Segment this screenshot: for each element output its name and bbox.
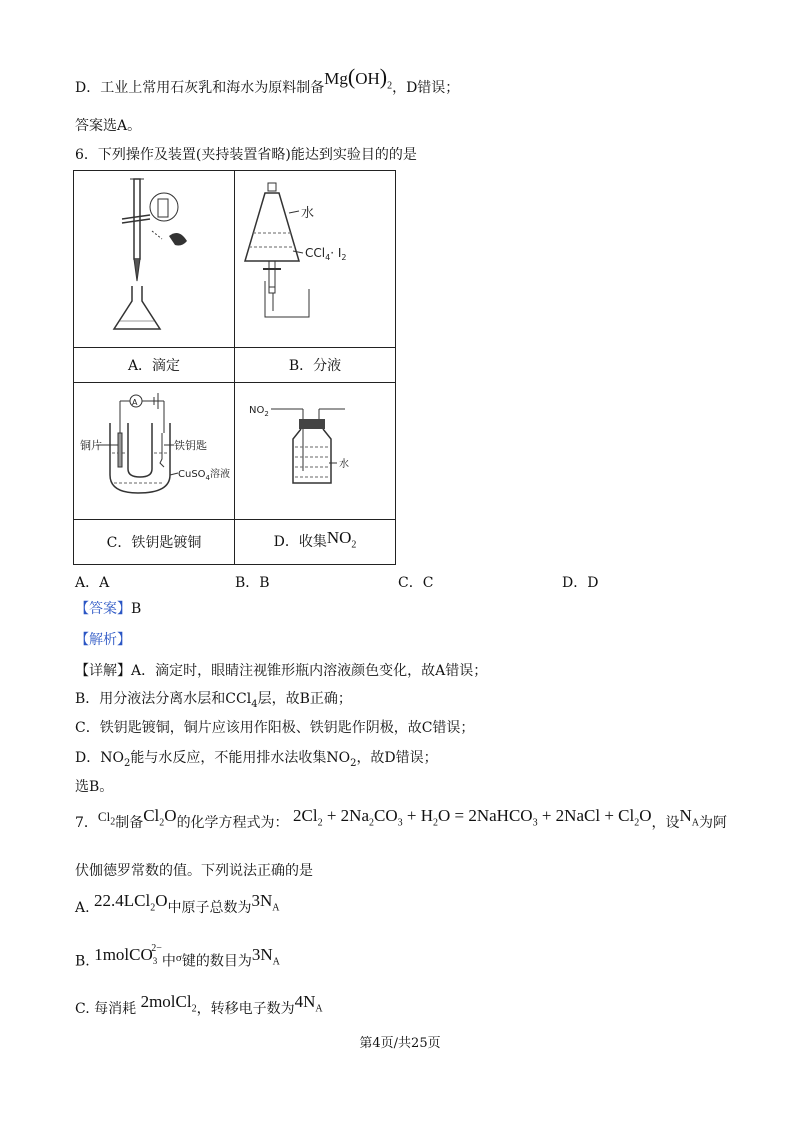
svg-text:铜片: 铜片 <box>80 439 102 452</box>
page-footer: 第4页/共25页 <box>359 1036 441 1051</box>
label-water: 水 <box>301 206 315 221</box>
question-7-line2: 伏伽德罗常数的值。下列说法正确的是 <box>75 863 313 879</box>
caption-a: A．滴定 <box>74 348 235 383</box>
option-d: D．D <box>562 575 599 591</box>
option-b: B．B <box>235 575 270 591</box>
separatory-funnel-icon <box>235 171 395 343</box>
prev-option-d: D．工业上常用石灰乳和海水为原料制备$Mg(OH)_2$，D错误； <box>75 64 460 96</box>
separation-image <box>235 171 396 348</box>
apparatus-table <box>73 170 396 565</box>
u-tube-electrolysis-icon <box>74 383 234 515</box>
text: D．工业上常用石灰乳和海水为原料制备 <box>75 80 325 96</box>
answer-line <box>75 599 141 619</box>
option-a: A．A <box>75 575 110 591</box>
q7-option-b: B. 1molCO$_3^{2-}$中$^\sigma$键的数目为$3N_A$ <box>75 943 280 970</box>
electroplating-image <box>74 383 235 520</box>
answer-label: 【答案】 <box>75 601 131 617</box>
caption-b: B．分液 <box>235 348 396 383</box>
svg-text:铁钥匙: 铁钥匙 <box>174 439 207 452</box>
collect-no2-image <box>235 383 396 520</box>
svg-text:A: A <box>132 398 138 407</box>
caption-d: D．收集$NO_2$ <box>235 520 396 565</box>
detail-d: D．$NO_2$能与水反应，不能用排水法收集$NO_2$，故D错误； <box>75 750 438 769</box>
svg-text:NO2: $NO_2$ <box>249 405 269 418</box>
answer-value: B <box>131 601 142 617</box>
prev-answer: 答案选A。 <box>75 118 142 134</box>
q7-option-a: A. 22.4LCl$_2$O中原子总数为$3N_A$ <box>75 891 280 916</box>
text: ，D错误； <box>392 80 460 96</box>
gas-collection-bottle-icon <box>235 383 395 515</box>
detail-b: B．用分液法分离水层和CCl$_4$层，故B正确； <box>75 691 352 710</box>
svg-text:水: 水 <box>339 459 349 470</box>
detail-a: 【详解】A．滴定时，眼睛注视锥形瓶内溶液颜色变化，故A错误； <box>75 663 488 679</box>
q7-option-c: C. 每消耗 2molCl$_2$，转移电子数为$4N_A$ <box>75 992 323 1017</box>
titration-image <box>74 171 235 348</box>
detail-c: C．铁钥匙镀铜，铜片应该用作阳极、铁钥匙作阴极，故C错误； <box>75 720 475 736</box>
svg-text:CuSO4溶液: CuSO$_4$溶液 <box>178 469 231 482</box>
svg-text:CCl4· I2: $CCl_4\cdot I_2$ <box>305 246 347 262</box>
analysis-label: 【解析】 <box>75 632 131 648</box>
question-7: 7．$Cl_2$制备$Cl_2O$的化学方程式为： $2Cl_2 + 2Na_2CO_3 + H_2O$ = 2NaHCO$_3$ + 2NaCl + $Cl_2O$，设$N_A$为阿 <box>75 806 728 831</box>
choose-line: 选B。 <box>75 779 114 795</box>
caption-c: C．铁钥匙镀铜 <box>74 520 235 565</box>
question-6: 6．下列操作及装置(夹持装置省略)能达到实验目的的是 <box>75 147 417 163</box>
option-c: C．C <box>398 575 434 591</box>
titration-icon <box>74 171 234 343</box>
